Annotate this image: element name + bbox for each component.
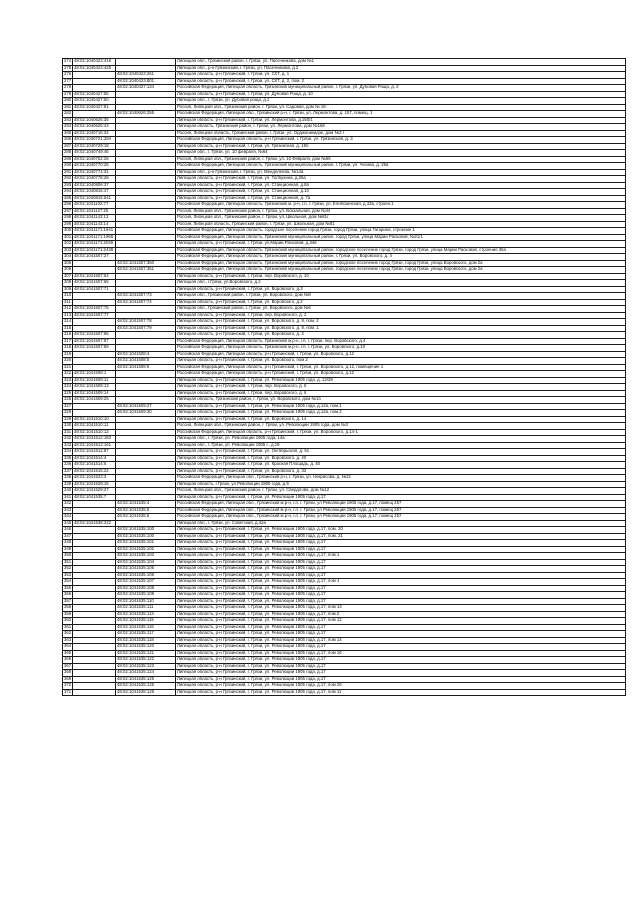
row-number-cell: 294 xyxy=(64,188,72,193)
row-number-cell: 283 xyxy=(64,117,72,122)
address-cell: Липецкая область, р-н Грязинский, г. Грязи, ул. Революции 1905 года, д.17 xyxy=(176,624,626,631)
row-number-cell: 327 xyxy=(64,403,72,408)
address-cell: Липецкая область, р-н Грязинский, г. Грязи, ул. Лермонтова, д.150/1 xyxy=(176,117,626,124)
premises-number-cell: 48:02:1041535:128 xyxy=(116,689,176,696)
premises-number-cell: 48:02:1041535:125 xyxy=(116,676,176,683)
address-cell: Липецкая обл., Грязинский район, г. Грязи, ул. Воровского, дом №8 xyxy=(176,293,626,300)
cadastral-number-cell: 48:02:1040423:425 xyxy=(73,65,116,72)
cadastral-number-cell: 48:02:1041508:1 xyxy=(73,371,116,378)
row-number-cell: 284 xyxy=(64,123,72,128)
row-number-cell: 355 xyxy=(64,585,72,590)
row-number-cell: 318 xyxy=(64,344,72,349)
premises-number-cell: 48:02:1041535:113 xyxy=(116,611,176,618)
row-number-cell: 326 xyxy=(64,396,72,401)
premises-number-cell: 48:02:1041535:5 xyxy=(116,507,176,514)
row-number-cell: 349 xyxy=(64,546,72,551)
premises-number-cell: 48:02:1041535:124 xyxy=(116,670,176,677)
row-number-cell: 285 xyxy=(64,130,72,135)
premises-number-cell: 48:02:1041535:110 xyxy=(116,598,176,605)
row-number-cell: 360 xyxy=(64,617,72,622)
row-number-cell: 354 xyxy=(64,578,72,583)
address-cell: Липецкая область, р-н Грязинский, г. Грязи, ул. Революции 1905 года, д.17, пом 2 xyxy=(176,611,626,618)
row-number-cell: 319 xyxy=(64,351,72,356)
premises-number-cell: 48:02:1041535:104 xyxy=(116,559,176,566)
address-cell: Липецкая обл., Грязинский район, г. Грязи, ул. Воровского, дом №6 xyxy=(176,306,626,313)
cadastral-number-cell: 48:02:1041529:27 xyxy=(73,488,116,495)
address-cell: Липецкая область, р-н Грязинский, г. Грязи, ул. Грязинская, д. 15б xyxy=(176,143,626,150)
address-cell: Липецкая область, р-н Грязинский, г. Грязи, ул. Революции 1905 года, д.17 xyxy=(176,644,626,651)
premises-number-cell: 48:02:1041507:351 xyxy=(116,267,176,274)
row-number-cell: 303 xyxy=(64,247,72,252)
row-number-cell: 311 xyxy=(64,299,71,304)
row-number-cell: 339 xyxy=(64,481,72,486)
row-number-cell: 370 xyxy=(64,682,72,687)
address-cell: Липецкая область, р-н Грязинский, г. Грязи, ул. Революции 1905 года, д.17 xyxy=(176,572,626,579)
row-number-cell: 363 xyxy=(64,637,72,642)
row-number-cell: 280 xyxy=(64,97,72,102)
address-cell: Липецкая обл., г. Грязи, ул. Революции 1905 г., д.19 xyxy=(176,442,626,449)
cadastral-number-cell: 48:02:1041171:1965 xyxy=(73,234,116,241)
address-cell: Липецкая область, р-н Грязинский, г. Грязи, пер. Воровского, д. 5 xyxy=(176,384,626,391)
cadastral-number-cell xyxy=(73,689,116,696)
row-number-cell: 369 xyxy=(64,676,72,681)
address-cell: Российская Федерация, Липецкая область, Грязинский м. р-н, г.п. г. Грязи, ул. Елнёскинская, д.33а, строен.1 xyxy=(176,202,626,209)
row-number-cell: 367 xyxy=(64,663,72,668)
address-cell: Липецкая область, р-н Грязинский, г. Грязи, ул. Революции 1905 года, д.17 xyxy=(176,566,626,573)
address-cell: Липецкая область, р-н Грязинский, г. Грязи, ул. Воровского, д.2 xyxy=(176,299,626,306)
row-number-cell: 341 xyxy=(64,494,72,499)
address-cell: Российская Федерация, Липецкая область, Грязинский муниципальный район, городское поселение город Грязи, город Грязи, улица Воровского, дом 2а xyxy=(176,260,626,267)
address-cell: Липецкая обл., р-н Грязинский, г. Грязи, ул. Менделеева, №14а xyxy=(176,169,626,176)
address-cell: Российская Федерация, Липецкая обл., Грязинский м.р-н, г.п. г. Грязи, ул Революции 1905 года, д.17, помещ 257 xyxy=(176,501,626,508)
premises-number-cell: 48:02:1041535:120 xyxy=(116,644,176,651)
address-cell: Российская Федерация, Липецкая область, Грязинский м.р-н, г.п. г. Грязи, пер. Воровского, д.4 xyxy=(176,338,626,345)
row-number-cell: 306 xyxy=(64,266,72,271)
address-cell: Российская Федерация, Липецкая область, городское поселение город Грязи, город Грязи, улица Гагарина, строение 1 xyxy=(176,228,626,235)
row-number-cell: 366 xyxy=(64,656,72,661)
row-number-cell: 276 xyxy=(64,71,72,76)
address-cell: Российская Федерация, Липецкая область, Грязинский муниципальный район, город Грязи, улица Марии Расковой, №21/1 xyxy=(176,234,626,241)
cadastral-number-cell: 48:02:1041507:75 xyxy=(73,306,116,313)
address-cell: Липецкая область, р-н Грязинский, г. Грязи, ул. Революции 1905 года, д.17, пом 16 xyxy=(176,650,626,657)
row-number-cell: 305 xyxy=(64,260,72,265)
premises-number-cell: 48:02:1041535:117 xyxy=(116,631,176,638)
address-cell: Липецкая область, р-н Грязинский, г. Грязи, ул. Революции 1905 года, д.17 xyxy=(176,559,626,566)
cadastral-number-cell: 48:02:1040626:35 xyxy=(73,117,116,124)
cadastral-number-cell: 48:02:1041523:3 xyxy=(73,475,116,482)
row-number-cell: 359 xyxy=(64,611,72,616)
premises-number-cell: 48:02:1041535:6 xyxy=(116,514,176,521)
row-number-cell: 299 xyxy=(64,221,72,226)
row-number-cell: 320 xyxy=(64,357,72,362)
address-cell: Липецкая область, р-н Грязинский, г. Грязи, ул. СХТ, д. 2, пом. 2 xyxy=(176,78,626,85)
row-number-cell: 296 xyxy=(64,201,72,206)
address-cell: Россия, Липецкая обл., Грязинский район, г. Грязи, ул. Школьная, дом №81г xyxy=(176,215,626,222)
row-number-cell: 297 xyxy=(64,208,72,213)
cadastral-number-cell: 48:02:1040427:50 xyxy=(73,98,116,105)
address-cell: Российская Федерация, Липецкая область, Грязинский муниципальный район, г. Грязи, ул. Воровского, д. 4 xyxy=(176,254,626,261)
premises-number-cell: 48:02:1041535:103 xyxy=(116,553,176,560)
address-cell: Липецкая обл., р-н Грязинский, г. Грязи, ул. Пасечникова, д.2 xyxy=(176,65,626,72)
premises-number-cell: 48:02:1040626:255 xyxy=(116,111,176,118)
address-cell: Россия, Липецкая область, Грязинский район, г. Грязи, ул. Школьная, дом №81 xyxy=(176,221,626,228)
row-number-cell: 277 xyxy=(64,78,72,83)
row-number-cell: 312 xyxy=(64,305,72,310)
address-cell: Липецкая область, р-н Грязинский, г. Грязи, ул. Революции 1905 года, д.17 xyxy=(176,546,626,553)
cadastral-number-cell: 48:02:1041510:10 xyxy=(73,416,116,423)
row-number-cell: 291 xyxy=(64,169,72,174)
row-number-cell: 278 xyxy=(64,84,72,89)
address-cell: Липецкая область, р-н Грязинский, г. Грязи, ул. Революции 1905 года, д.17 xyxy=(176,598,626,605)
address-cell: Липецкая область, р-н Грязинский, г. Грязи, ул. Революции 1905 года, д.12а, пом.2 xyxy=(176,410,626,417)
row-number-cell: 362 xyxy=(64,630,72,635)
row-number-cell: 308 xyxy=(64,279,72,284)
cadastral-number-cell: 48:02:1041127:25 xyxy=(73,208,116,215)
row-number-cell: 300 xyxy=(64,227,72,232)
row-number-cell: 323 xyxy=(64,377,72,382)
address-cell: Липецкая область, р-н Грязинский, г. Грязи, ул. Революции 1905 года, д.17 xyxy=(176,631,626,638)
address-cell: Липецкая обл., г. Грязи, ул. Дубовая роща, д.1 xyxy=(176,98,626,105)
premises-number-cell: 48:02:1041535:4 xyxy=(116,501,176,508)
address-cell: Липецкая область, р-н Грязинский, г. Грязи, ул. Воровского, д. 14 xyxy=(176,416,626,423)
row-number-cell: 321 xyxy=(64,364,72,369)
address-cell: Липецкая область, г.Грязи, ул.Революции 1905 года, д.9 xyxy=(176,481,626,488)
row-number-cell: 338 xyxy=(64,474,72,479)
premises-number-cell: 48:02:1041507:350 xyxy=(116,260,176,267)
premises-number-cell: 48:02:1041509:30 xyxy=(116,410,176,417)
premises-number-cell: 48:02:1041535:101 xyxy=(116,540,176,547)
cadastral-number-cell: 48:02:1040815:47 xyxy=(73,189,116,196)
row-number-cell: 332 xyxy=(64,435,72,440)
row-number-cell: 309 xyxy=(64,286,72,291)
address-cell: Липецкая область, р-н Грязинский, г. Грязи, ул. Воровского, д. 32 xyxy=(176,468,626,475)
address-cell: Липецкая область, р-н Грязинский, г. Грязи, пер. Воровского, д. 6 xyxy=(176,390,626,397)
cadastral-number-cell: 48:02:1041171:2438 xyxy=(73,247,116,254)
premises-number-cell: 48:02:1041535:100 xyxy=(116,527,176,534)
address-cell: Российская Федерация, Липецкая область, р-н Грязинский, г. Грязи, ул. Воровского, д.14-1 xyxy=(176,429,626,436)
premises-number-cell: 48:02:1041535:126 xyxy=(116,683,176,690)
cadastral-number-cell: 48:02:1040721:284 xyxy=(73,137,116,144)
address-cell: Российская Федерация, Липецкая область, Грязинский муниципальный район, г. Грязи, ул. Чехова, д. 25а xyxy=(176,163,626,170)
cadastral-number-cell: 48:02:1040778:28 xyxy=(73,176,116,183)
cadastral-number-cell: 48:02:1041507:65 xyxy=(73,280,116,287)
row-number-cell: 279 xyxy=(64,91,72,96)
cadastral-number-cell: 48:02:1041515:22 xyxy=(73,468,116,475)
address-cell: Липецкая область, р-н Грязинский, г. Грязи, ул. Воровского, д. 8, пом. 2 xyxy=(176,319,626,326)
row-number-cell: 337 xyxy=(64,468,72,473)
cadastral-number-cell: 48:02:1041143:13 xyxy=(73,215,116,222)
row-number-cell: 281 xyxy=(64,104,72,109)
address-cell: Липецкая область, р-н Грязинский, г. Грязи, ул. Революции 1905 года, д.17 xyxy=(176,676,626,683)
address-cell: Липецкая обл., г.Грязи, ул.Воровского, д.2 xyxy=(176,280,626,287)
row-number-cell: 314 xyxy=(64,318,72,323)
address-cell: Липецкая область, р-н Грязинский, г. Грязи, ул. Революции 1905 года, д.17, пом 12 xyxy=(176,618,626,625)
address-cell: Липецкая область, р-н Грязинский, г. Грязи, ул. Революции 1905 года, д.17 xyxy=(176,540,626,547)
address-cell: Липецкая область, р-н Грязинский, г. Грязи, ул. СХТ, д. 1 xyxy=(176,72,626,79)
row-number-cell: 316 xyxy=(64,331,72,336)
row-number-cell: 287 xyxy=(64,143,72,148)
address-cell: Российская Федерация, Липецкая область, Грязинский муниципальный район, г. Грязи, ул. Дубовая Роща, д. 2 xyxy=(176,85,626,92)
row-number-cell: 371 xyxy=(64,689,72,694)
row-number-cell: 342 xyxy=(64,500,72,505)
premises-number-cell: 48:02:1041535:109 xyxy=(116,592,176,599)
cadastral-number-cell: 48:02:1041509:11 xyxy=(73,377,116,384)
row-number-cell: 331 xyxy=(64,429,72,434)
row-number-cell: 345 xyxy=(64,520,72,525)
address-cell: Россия, Липецкая область, Грязинский район, г. Грязи, ул. Орджоникидзе, дом №2 г xyxy=(176,130,626,137)
row-number-cell: 343 xyxy=(64,507,72,512)
cadastral-number-cell: 48:02:1041507:86 xyxy=(73,332,116,339)
row-number-cell: 307 xyxy=(64,273,72,278)
cadastral-number-cell: 48:02:1040815:541 xyxy=(73,195,116,202)
premises-number-cell: 48:02:1041508:6 xyxy=(116,364,176,371)
row-number-cell: 334 xyxy=(64,448,72,453)
row-number-cell: 351 xyxy=(64,559,72,564)
address-cell: Липецкая область, р-н Грязинский, г. Грязи, ул. Станционная, д.10 xyxy=(176,189,626,196)
address-cell: Липецкая область, р-н Грязинский, г. Грязи, ул. Октябрьская, д. 51 xyxy=(176,449,626,456)
cadastral-number-cell: 48:02:1041514:4 xyxy=(73,455,116,462)
address-cell: Липецкая область, р-н Грязинский, г. Грязи, ул. Толбухина, д.25а xyxy=(176,176,626,183)
premises-number-cell: 48:02:1041535:122 xyxy=(116,657,176,664)
row-number-cell: 365 xyxy=(64,650,72,655)
address-cell: Липецкая обл., г. Грязи, ул. Революции 1905 года, 14а xyxy=(176,436,626,443)
premises-number-cell: 48:02:1041535:116 xyxy=(116,624,176,631)
address-cell: Липецкая область, р-н Грязинский, г. Грязи, пер. Воровского, д. 10 xyxy=(176,273,626,280)
row-number-cell: 293 xyxy=(64,182,72,187)
premises-number-cell: 48:02:1041507:79 xyxy=(116,325,176,332)
address-cell: Липецкая область, Грязинский район, г. Грязи, ул. Лермонтова, дом №168 xyxy=(176,124,626,131)
address-cell: Липецкая область, р-н Грязинский, г. Грязи, ул. Воровского, пом 2 xyxy=(176,358,626,365)
address-cell: Россия, Липецкая обл., Грязинский район, г. Грязи, ул. Садовая, дом № 19 xyxy=(176,104,626,111)
address-cell: Российская Федерация, Липецкая область, р-н Грязинский, г. Грязи, ул. Воровского, д.12, помещение 1 xyxy=(176,364,626,371)
cadastral-number-cell: 48:02:1041509:26 xyxy=(73,397,116,404)
address-cell: Российская Федерация, Липецкая обл., Грязинский р-н, г. Грязи, ул. Некрасова, д. №21 xyxy=(176,475,626,482)
address-cell: Российская Федерация, Липецкая обл., Грязинский м.р-н, г.п. г. Грязи, ул Революции 1905 года, д.17, помещ 257 xyxy=(176,507,626,514)
address-cell: Липецкая область, р-н Грязинский, г. Грязи, ул.Марии Расковой, д.34в xyxy=(176,241,626,248)
row-number-cell: 315 xyxy=(64,325,72,330)
address-cell: Липецкая область, р-н Грязинский, г. Грязи, ул. Революции 1905 года, д. 12/28 xyxy=(176,377,626,384)
premises-number-cell: 48:02:1041508:4 xyxy=(116,351,176,358)
row-number-cell: 352 xyxy=(64,565,72,570)
cadastral-number-cell: 48:02:1040752:26 xyxy=(73,156,116,163)
cadastral-number-cell: 48:02:1041512:87 xyxy=(73,449,116,456)
address-cell: Липецкая область, Грязинский район, г. Грязи, ул. Воровского, дом №1б xyxy=(176,397,626,404)
row-number-cell: 298 xyxy=(64,214,72,219)
address-cell: Липецкая область, р-н Грязинский, г. Грязи, ул. Станционная, д.8а xyxy=(176,182,626,189)
row-number-cell: 322 xyxy=(64,370,72,375)
cadastral-number-cell: 48:02:1041510:11 xyxy=(73,423,116,430)
cadastral-number-cell: 48:02:1041535:7 xyxy=(73,494,116,501)
premises-number-cell: 48:02:1040423:261 xyxy=(116,72,176,79)
row-number-cell: 344 xyxy=(64,513,72,518)
cadastral-number-cell: 48:02:1041509:14 xyxy=(73,390,116,397)
cadastral-number-cell: 48:02:1041510:12 xyxy=(73,429,116,436)
row-number-cell: 325 xyxy=(64,390,72,395)
cadastral-number-cell: 48:02:1040427:91 xyxy=(73,104,116,111)
address-cell: Липецкая область, р-н Грязинский, г. Грязи, ул. Воровского, д.3 xyxy=(176,286,626,293)
row-number-cell: 286 xyxy=(64,136,72,141)
row-number-cell: 329 xyxy=(64,416,72,421)
address-cell: Липецкая область, р-н Грязинский, г. Грязи, ул. Революции 1905 года, д.17 xyxy=(176,663,626,670)
cadastral-number-cell: 48:02:1040770:26 xyxy=(73,163,116,170)
address-cell: Российская Федерация, Липецкая область, Грязинский м.р-н, г.п. г. Грязи, ул. Воровского, д.10 xyxy=(176,345,626,352)
address-cell: Российская Федерация, Липецкая область, Грязинский муниципальный район, городское поселение город Грязи, город Грязи, улица Воровского, дом 2а xyxy=(176,267,626,274)
address-cell: Липецкая область, р-н Грязинский, г. Грязи, ул. Революции 1905 года, д.17 xyxy=(176,592,626,599)
cadastral-number-cell: 48:02:1041171:1941 xyxy=(73,228,116,235)
address-cell: Липецкая область, р-н Грязинский, г. Грязи, ул. Дубовая Роща, д. 10 xyxy=(176,91,626,98)
row-number-cell: 301 xyxy=(64,234,72,239)
address-cell: Липецкая область, р-н Грязинский, г. Грязи, пер. Воровского, д. 2 xyxy=(176,312,626,319)
row-number-cell: 295 xyxy=(64,195,72,200)
row-number-cell: 347 xyxy=(64,533,72,538)
row-number-cell: 356 xyxy=(64,591,72,596)
premises-number-cell: 48:02:1041535:100 xyxy=(116,533,176,540)
address-cell: Липецкая обл., Грязинский район, г. Грязи, ул. Пасечникова, дом №1 xyxy=(176,59,626,66)
address-cell: Липецкая область, р-н Грязинский, г. Грязи, ул. Революции 1905 года, д.17 xyxy=(176,657,626,664)
cadastral-number-cell: 48:02:1041529:16 xyxy=(73,481,116,488)
row-number-cell: 357 xyxy=(64,598,72,603)
row-number-cell: 335 xyxy=(64,455,72,460)
address-cell: Липецкая область, р-н Грязинский, г. Грязи, ул. Революции 1905 года, д.17 xyxy=(176,585,626,592)
premises-number-cell: 48:02:1041509:27 xyxy=(116,403,176,410)
address-cell: Россия, Липецкая обл., Грязинский район, г. Грязи, ул. Вокзальная, дом №44 xyxy=(176,208,626,215)
premises-number-cell: 48:02:1041535:102 xyxy=(116,546,176,553)
address-cell: Липецкая обл., г. Грязи, ул. 10 февраля, №64 xyxy=(176,150,626,157)
row-number-cell: 358 xyxy=(64,604,72,609)
row-number-cell: 304 xyxy=(64,253,72,258)
row-number-cell: 324 xyxy=(64,383,72,388)
premises-number-cell: 48:02:1041535:106 xyxy=(116,572,176,579)
address-cell: Российская Федерация, Липецкая область, р-н Грязинский, г. Грязи, ул. Грязинская, д. 3 xyxy=(176,137,626,144)
address-cell: Российская Федерация, Липецкая область, р-н Грязинский, г. Грязи, ул. Воровского, д.12 xyxy=(176,371,626,378)
cadastral-number-cell: 48:02:1040716:34 xyxy=(73,130,116,137)
table-row xyxy=(63,689,626,696)
row-number-cell: 364 xyxy=(64,643,72,648)
row-number-cell: 289 xyxy=(64,156,72,161)
address-cell: Липецкая область, р-н Грязинский, г. Грязи, ул. Революции 1905 года, д.17 xyxy=(176,494,626,501)
address-cell: Россия, Липецкая обл., Грязинский район, г. Грязи, ул. 10 Февраля, дом №66 xyxy=(176,156,626,163)
premises-number-cell: 48:02:1041535:115 xyxy=(116,618,176,625)
cadastral-number-cell: 48:02:1041509:13 xyxy=(73,384,116,391)
address-cell: Липецкая область, р-н Грязинский, г. Грязи, ул. Воровского, д. 2 xyxy=(176,332,626,339)
address-cell: Липецкая область, р-н Грязинский, г. Грязи, ул. Революции 1905 года, д.17, пом 14 xyxy=(176,637,626,644)
row-number-cell: 317 xyxy=(64,338,72,343)
row-number-cell: 336 xyxy=(64,461,72,466)
cadastral-number-cell: 48:02:1041512:183 xyxy=(73,436,116,443)
cadastral-number-cell: 48:02:1040806:37 xyxy=(73,182,116,189)
premises-number-cell: 48:02:1041508:5 xyxy=(116,358,176,365)
address-cell: Липецкая область, р-н Грязинский, г. Грязи, ул. Революции 1905 года, д.17, пом 13 xyxy=(176,605,626,612)
premises-number-cell: 48:02:1040427:134 xyxy=(116,85,176,92)
premises-number-cell: 48:02:1041507:73 xyxy=(116,293,176,300)
cadastral-number-cell: 48:02:1041512:161 xyxy=(73,442,116,449)
address-cell: Липецкая область, р-н Грязинский, г. Грязи, ул. Революции 1905 года, д.17, пом 26 xyxy=(176,683,626,690)
address-cell: Липецкая область, р-н Грязинский, г. Грязи, ул. Революции 1905 года, д.17, пом 1 xyxy=(176,553,626,560)
cadastral-number-cell: 48:02:1041507:77 xyxy=(73,312,116,319)
premises-number-cell: 48:02:1041507:74 xyxy=(116,299,176,306)
address-cell: Липецкая область, р-н Грязинский, г. Грязи, ул. Воровского, д. 20 xyxy=(176,455,626,462)
cadastral-number-cell: 48:02:1040774:31 xyxy=(73,169,116,176)
cadastral-number-cell: 48:02:1041507:54 xyxy=(73,273,116,280)
address-cell: Российская Федерация, Липецкая обл., Грязинский м.р-н, г.п. г. Грязи, ул Революции 1905 года, д.17, помещ 257 xyxy=(176,514,626,521)
row-number-cell: 353 xyxy=(64,572,72,577)
row-number-cell: 368 xyxy=(64,669,72,674)
premises-number-cell: 48:02:1041507:78 xyxy=(116,319,176,326)
address-cell: Липецкая область, р-н Грязинский, г. Грязи, ул. Красная Площадь, д. 40 xyxy=(176,462,626,469)
cadastral-number-cell: 48:02:1041507:87 xyxy=(73,338,116,345)
cadastral-number-cell: 48:02:1041507:89 xyxy=(73,345,116,352)
registry-table xyxy=(62,58,626,696)
row-number-cell: 350 xyxy=(64,552,72,557)
cadastral-number-cell: 48:02:1041143:14 xyxy=(73,221,116,228)
cadastral-number-cell: 48:02:1041538:222 xyxy=(73,520,116,527)
row-number-cell: 361 xyxy=(64,624,72,629)
cadastral-number-cell: 48:02:1040729:18 xyxy=(73,143,116,150)
row-number-cell: 275 xyxy=(64,65,72,70)
premises-number-cell: 48:02:1041535:107 xyxy=(116,579,176,586)
address-cell: Липецкая обл., г. Грязи, ул. Советская, д.42а xyxy=(176,520,626,527)
address-cell: Российская Федерация, Липецкая обл., Грязинский р-н, г. Грязи, ул. Лермонтова, д. 157, помещ. 1 xyxy=(176,111,626,118)
cadastral-number-cell: 48:02:1040626:43 xyxy=(73,124,116,131)
address-cell: Липецкая область, р-н Грязинский, г. Грязи, ул. Революции 1905 года, д.17, пом 4 xyxy=(176,579,626,586)
row-number-cell: 330 xyxy=(64,422,72,427)
row-number-cell: 348 xyxy=(64,539,72,544)
cadastral-number-cell: 48:02:1041102:77 xyxy=(73,202,116,209)
cadastral-number-cell: 48:02:1041507:71 xyxy=(73,286,116,293)
address-cell: Россия, Липецкая обл., Грязинский район, г. Грязи, ул. Свердлова, дом №12 xyxy=(176,488,626,495)
premises-number-cell: 48:02:1041535:121 xyxy=(116,650,176,657)
row-number-cell: 333 xyxy=(64,442,72,447)
row-number-cell: 313 xyxy=(64,312,72,317)
row-number-cell: 274 xyxy=(64,58,72,63)
registry-rows xyxy=(63,59,626,696)
row-number-cell: 290 xyxy=(64,162,72,167)
row-number-cell: 310 xyxy=(64,292,72,297)
address-cell: Российская Федерация, Липецкая область, Грязинский муниципальный район, городское поселение город Грязи, город Грязи, улица Марии Расковой, строение 36а xyxy=(176,247,626,254)
premises-number-cell: 48:02:1041535:123 xyxy=(116,663,176,670)
row-number-cell: 302 xyxy=(64,240,72,245)
cadastral-number-cell: 48:02:1040749:46 xyxy=(73,150,116,157)
address-cell: Российская Федерация, Липецкая область, р-н Грязинский, г. Грязи, ул. Воровского, д.12 xyxy=(176,351,626,358)
row-number-cell: 340 xyxy=(64,487,72,492)
cadastral-number-cell: 48:02:1041514:5 xyxy=(73,462,116,469)
cadastral-number-cell: 48:02:1040423:418 xyxy=(73,59,116,66)
row-number-cell: 346 xyxy=(64,526,72,531)
address-cell: Липецкая область, р-н Грязинский, г. Грязи, ул. Станционная, д. 7а xyxy=(176,195,626,202)
premises-number-cell: 48:02:1041535:118 xyxy=(116,637,176,644)
row-number-cell: 282 xyxy=(64,110,72,115)
row-number-cell: 292 xyxy=(64,175,72,180)
row-number-cell: 288 xyxy=(64,149,72,154)
premises-number-cell: 48:02:1041535:111 xyxy=(116,605,176,612)
cadastral-number-cell: 48:02:1040427:55 xyxy=(73,91,116,98)
premises-number-cell: 48:02:1041535:108 xyxy=(116,585,176,592)
premises-number-cell: 48:02:1041535:105 xyxy=(116,566,176,573)
address-cell: Липецкая область, р-н Грязинский, г. Грязи, ул. Революции 1905 года, д.17, пом 11 xyxy=(176,689,626,696)
cadastral-number-cell: 48:02:1041507:27 xyxy=(73,254,116,261)
premises-number-cell: 48:02:1040423:801 xyxy=(116,78,176,85)
address-cell: Липецкая область, р-н Грязинский, г. Грязи, ул. Революции 1905 года, д.17, пом. 21 xyxy=(176,533,626,540)
address-cell: Липецкая область, р-н Грязинский, г. Грязи, ул. Революции 1905 года, д.17 xyxy=(176,670,626,677)
row-number-cell: 328 xyxy=(64,409,72,414)
address-cell: Липецкая область, р-н Грязинский, г. Грязи, ул. Революции 1905 года, д.12а, пом.1 xyxy=(176,403,626,410)
address-cell: Липецкая область, р-н Грязинский, г. Грязи, ул. Воровского, д. 8, пом. 1 xyxy=(176,325,626,332)
address-cell: Липецкая область, р-н Грязинский, г. Грязи, ул. Революции 1905 года, д.17, пом. 20 xyxy=(176,527,626,534)
cadastral-number-cell: 48:02:1041171:2049 xyxy=(73,241,116,248)
address-cell: Россия, Липецкая обл., Грязинский район, г. Грязи, ул. Революции 1905 года, дом №3 xyxy=(176,423,626,430)
